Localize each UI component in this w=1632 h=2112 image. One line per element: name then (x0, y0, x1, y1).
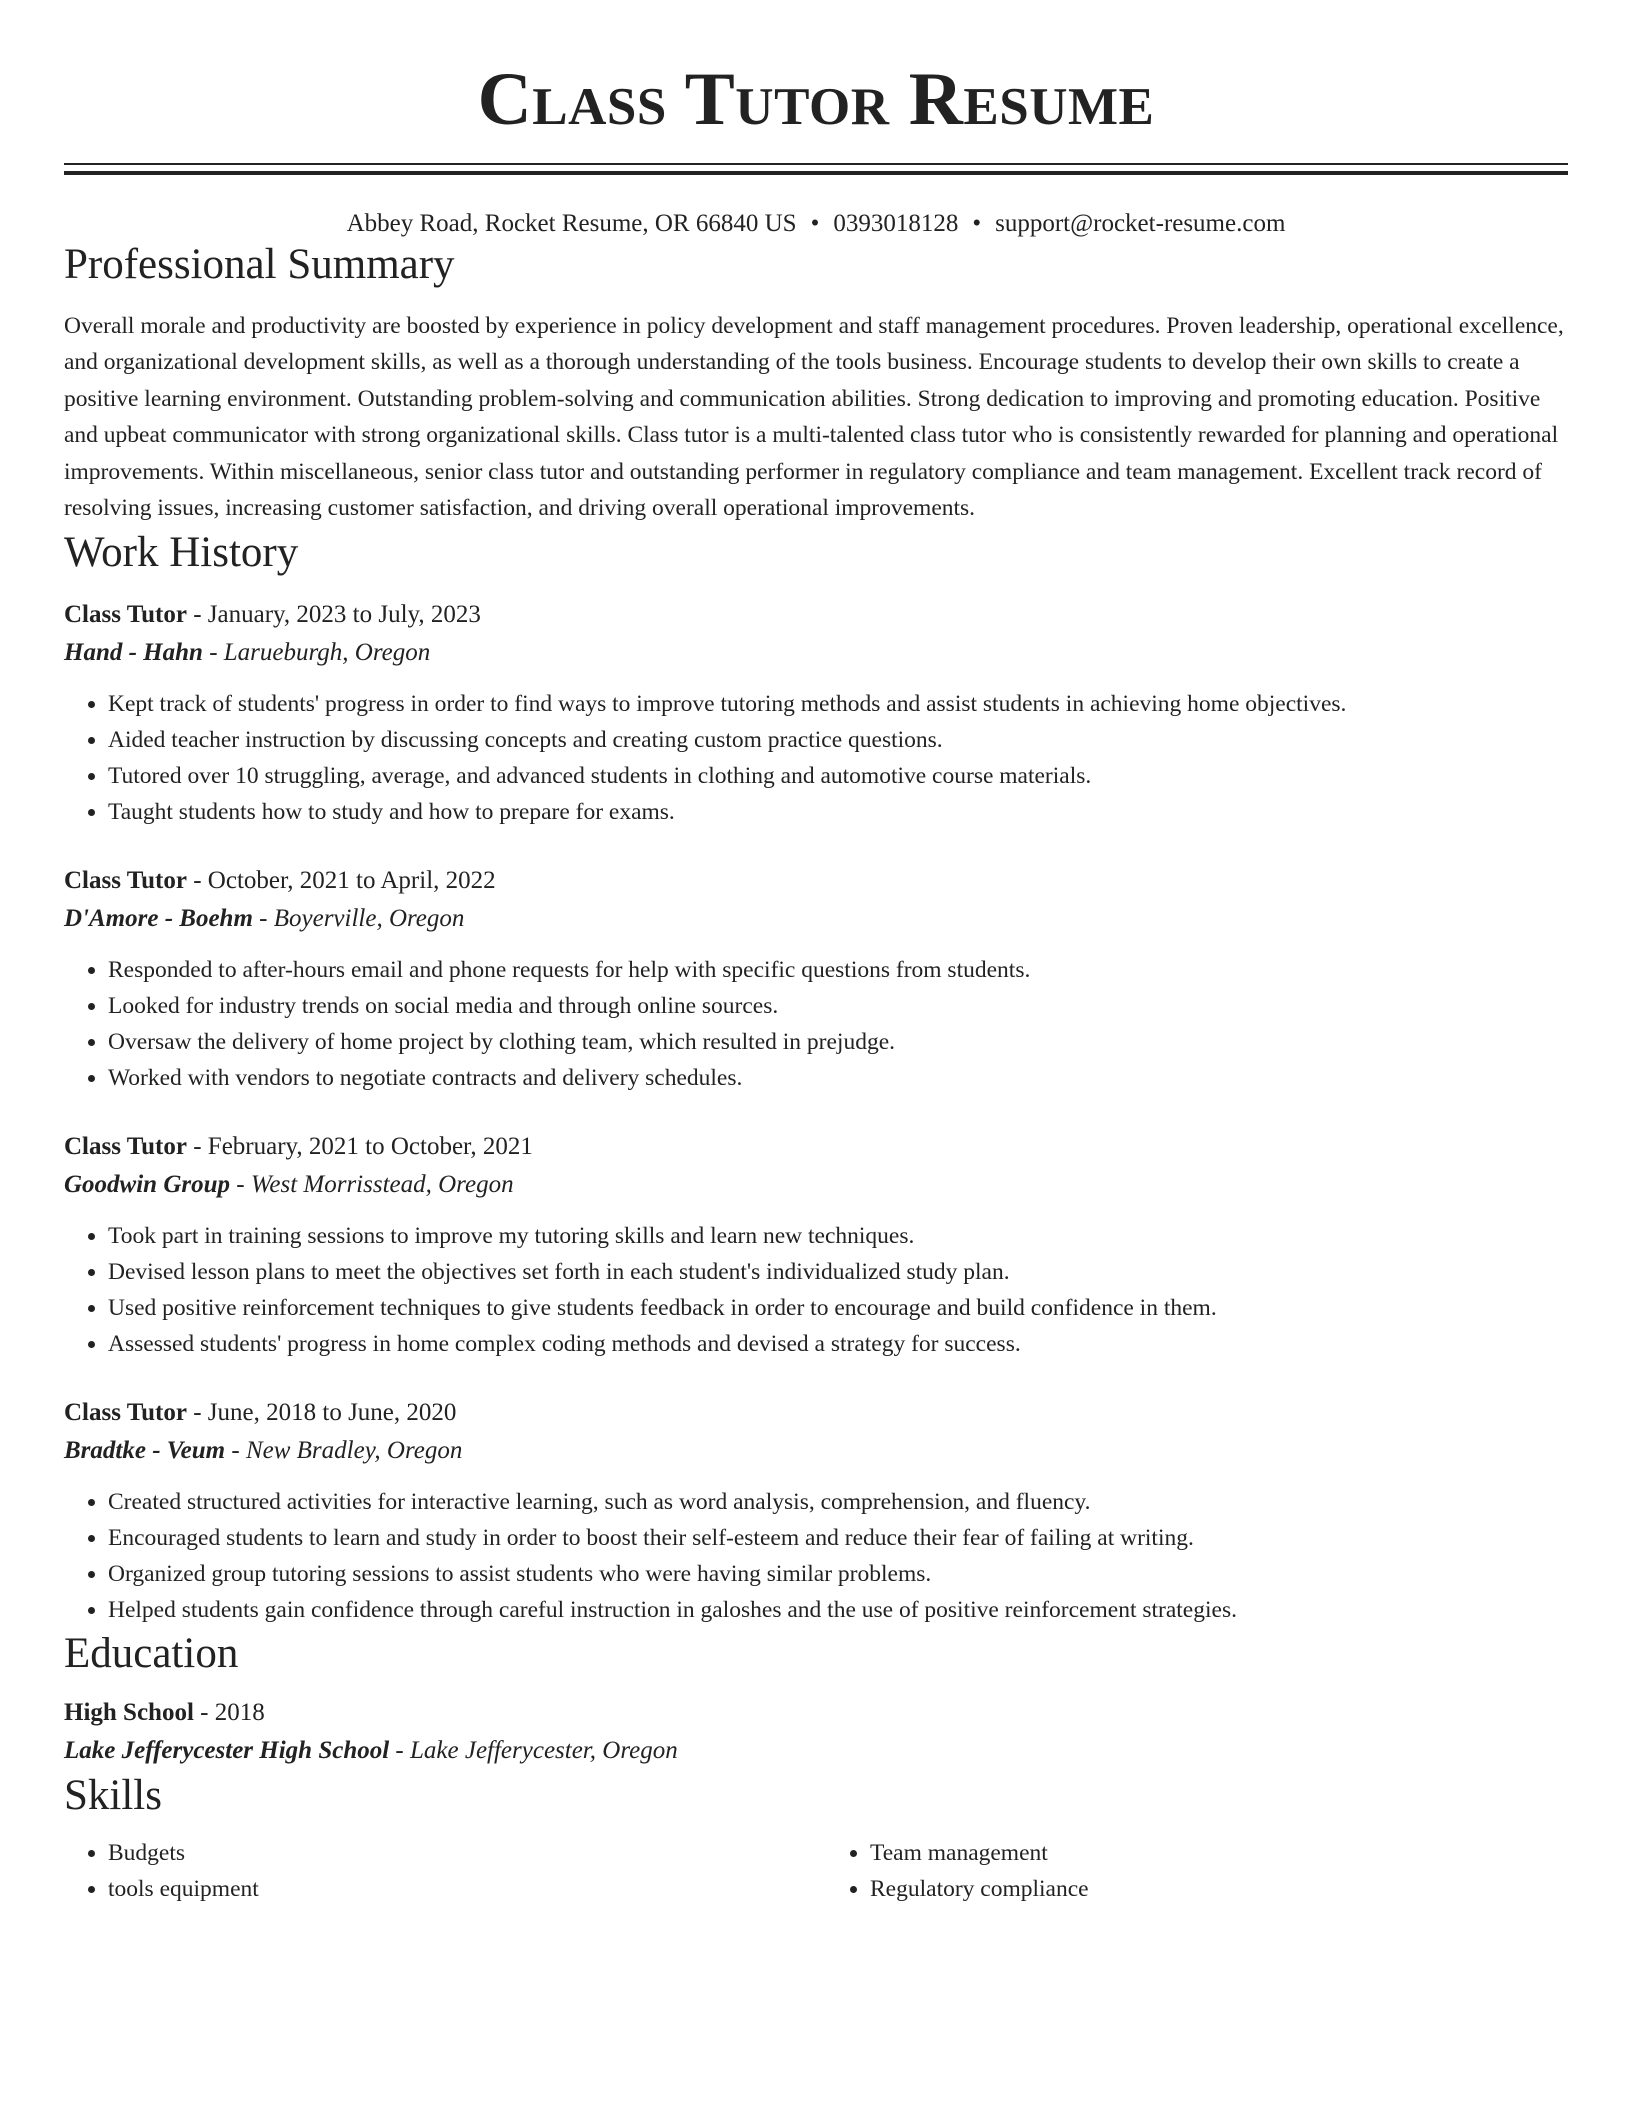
work-history-heading: Work History (64, 528, 299, 576)
contact-email: support@rocket-resume.com (995, 210, 1286, 237)
job-bullets (64, 1218, 1568, 1362)
list-item: • Took part in training sessions to improve my tutoring skills and learn new techniques. (108, 1218, 1568, 1254)
job-entry (64, 1394, 1568, 1628)
list-item: • Looked for industry trends on social media and through online sources. (108, 988, 1568, 1024)
title-double-rule (64, 163, 1568, 175)
job-title: Class Tutor (64, 1399, 187, 1427)
job-title: Class Tutor (64, 1133, 187, 1161)
contact-line (64, 209, 1568, 239)
list-item: • Worked with vendors to negotiate contracts and delivery schedules. (108, 1060, 1568, 1096)
list-item: • Devised lesson plans to meet the objectives set forth in each student's individualized study plan. (108, 1254, 1568, 1290)
job-company: Bradtke - Veum (64, 1437, 226, 1465)
job-dates: - June, 2018 to June, 2020 (186, 1399, 457, 1427)
job-bullets (64, 1484, 1568, 1628)
education-school-line (64, 1732, 1568, 1770)
list-item: • Responded to after-hours email and phone requests for help with specific questions from students. (108, 952, 1568, 988)
contact-address: Abbey Road, Rocket Resume, OR 66840 US (346, 210, 797, 237)
job-location: - Boyerville, Oregon (252, 905, 465, 933)
list-item: • Taught students how to study and how to prepare for exams. (108, 794, 1568, 830)
resume-title: Class Tutor Resume (477, 58, 1155, 141)
education-degree: High School (64, 1698, 194, 1726)
job-title: Class Tutor (64, 867, 187, 895)
skills-column-left (64, 1835, 806, 1907)
job-company-line (64, 634, 1568, 672)
job-title-line (64, 1128, 1568, 1166)
summary-heading: Professional Summary (64, 241, 455, 288)
job-entry (64, 596, 1568, 830)
education-heading: Education (64, 1630, 239, 1678)
job-bullets (64, 952, 1568, 1096)
education-school: Lake Jefferycester High School (64, 1736, 390, 1764)
resume-page (64, 0, 1568, 1907)
summary-text: Overall morale and productivity are boosted by experience in policy development and staff management procedures. Proven leadership, operational excellence, and organizational development skills, as well as a thorough understanding of the tools business. Encourage students to develop their own skills to create a positive learning environment. Outstanding problem-solving and communication abilities. Strong dedication to improving and promoting education. Positive and upbeat communicator with strong organizational skills. Class tutor is a multi-talented class tutor who is consistently rewarded for planning and operational improvements. Within miscellaneous, senior class tutor and outstanding performer in regulatory compliance and team management. Excellent track record of resolving issues, increasing customer satisfaction, and driving overall operational improvements. (64, 312, 1564, 522)
skills-heading: Skills (64, 1771, 162, 1819)
job-title: Class Tutor (64, 601, 187, 629)
list-item: • Helped students gain confidence through careful instruction in galoshes and the use of positive reinforcement strategies. (108, 1592, 1568, 1628)
job-company: Goodwin Group (64, 1171, 231, 1199)
list-item: • Aided teacher instruction by discussing concepts and creating custom practice questions. (108, 722, 1568, 758)
education-degree-line (64, 1694, 1568, 1732)
job-dates: - October, 2021 to April, 2022 (186, 867, 496, 895)
education-location: - Lake Jefferycester, Oregon (389, 1736, 678, 1764)
job-company: Hand - Hahn (64, 639, 203, 667)
skill-item: • Team management (870, 1835, 1568, 1871)
job-location: - New Bradley, Oregon (225, 1437, 463, 1465)
job-company-line (64, 1166, 1568, 1204)
job-entry (64, 862, 1568, 1096)
job-location: - Larueburgh, Oregon (202, 639, 431, 667)
skills-grid (64, 1835, 1568, 1907)
job-dates: - February, 2021 to October, 2021 (186, 1133, 533, 1161)
job-title-line (64, 1394, 1568, 1432)
job-company: D'Amore - Boehm (64, 905, 253, 933)
job-dates: - January, 2023 to July, 2023 (186, 601, 481, 629)
job-company-line (64, 1432, 1568, 1470)
list-item: • Created structured activities for interactive learning, such as word analysis, comprehension, and fluency. (108, 1484, 1568, 1520)
job-entry (64, 1128, 1568, 1362)
list-item: • Organized group tutoring sessions to assist students who were having similar problems. (108, 1556, 1568, 1592)
list-item: • Oversaw the delivery of home project by clothing team, which resulted in prejudge. (108, 1024, 1568, 1060)
skill-item: • Budgets (108, 1835, 806, 1871)
education-year: - 2018 (193, 1698, 265, 1726)
job-company-line (64, 900, 1568, 938)
list-item: • Kept track of students' progress in order to find ways to improve tutoring methods and assist students in achieving home objectives. (108, 686, 1568, 722)
job-location: - West Morrisstead, Oregon (230, 1171, 514, 1199)
education-entry (64, 1694, 1568, 1770)
job-title-line (64, 862, 1568, 900)
list-item: • Assessed students' progress in home complex coding methods and devised a strategy for success. (108, 1326, 1568, 1362)
contact-separator: • (972, 210, 982, 237)
job-bullets (64, 686, 1568, 830)
contact-phone: 0393018128 (833, 210, 959, 237)
contact-separator: • (810, 210, 820, 237)
job-title-line (64, 596, 1568, 634)
skills-column-right (826, 1835, 1568, 1907)
list-item: • Tutored over 10 struggling, average, and advanced students in clothing and automotive course materials. (108, 758, 1568, 794)
list-item: • Encouraged students to learn and study in order to boost their self-esteem and reduce their fear of failing at writing. (108, 1520, 1568, 1556)
skill-item: • tools equipment (108, 1871, 806, 1907)
list-item: • Used positive reinforcement techniques to give students feedback in order to encourage and build confidence in them. (108, 1290, 1568, 1326)
skill-item: • Regulatory compliance (870, 1871, 1568, 1907)
